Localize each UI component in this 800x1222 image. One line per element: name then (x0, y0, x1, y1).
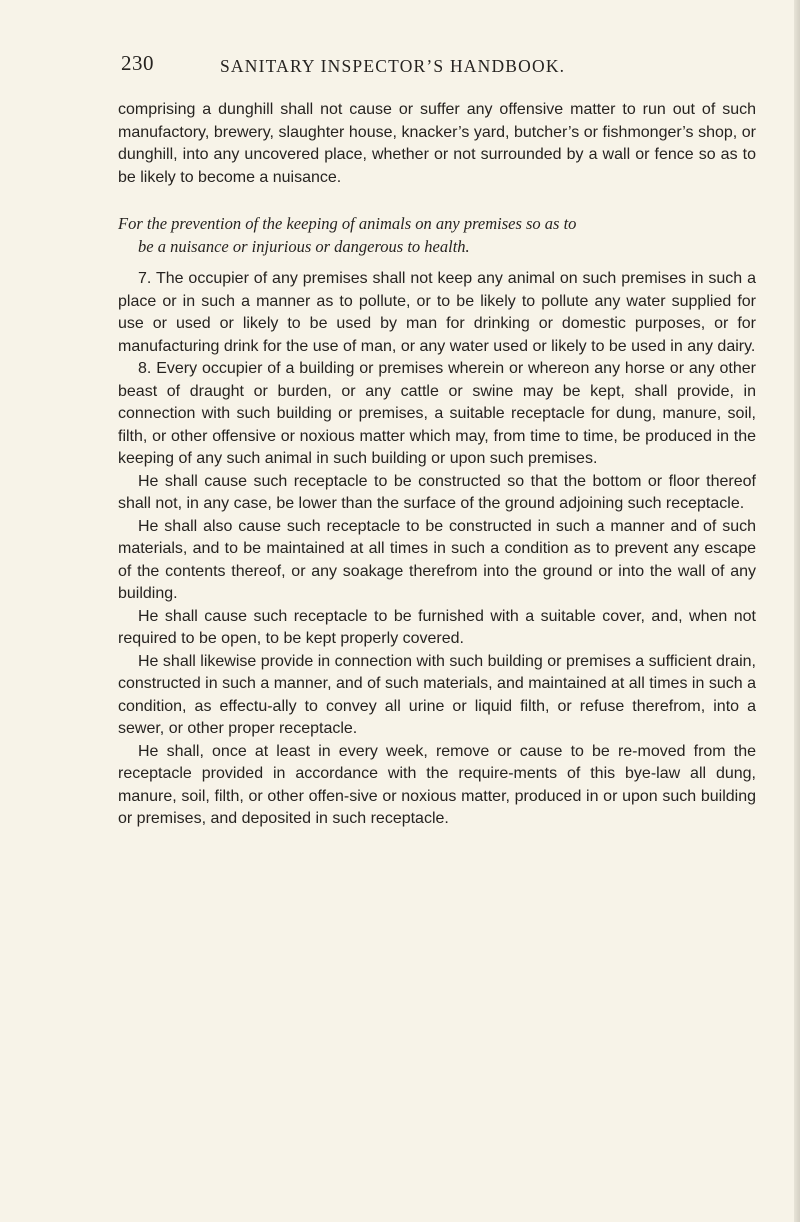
section-heading (118, 213, 756, 258)
paragraph-receptacle-materials: He shall also cause such receptacle to be constructed in such a manner and of such materials, and to be maintained at all times in such a condition as to prevent any escape of the contents thereof, or any soakage therefrom into the ground or into the wall of any building. (118, 517, 756, 602)
page-number: 230 (121, 51, 154, 75)
running-title: SANITARY INSPECTOR’S HANDBOOK. (220, 56, 566, 76)
page-edge (794, 0, 800, 1222)
section-heading-line-2: be a nuisance or injurious or dangerous to health. (138, 236, 470, 256)
paragraph-weekly-removal: He shall, once at least in every week, remove or cause to be re-moved from the receptacle provided in accordance with the require-ments of this bye-law all dung, manure, soil, filth, or other offen-sive or noxious matter, produced in or upon such building or premises, and deposited in such receptacle. (118, 742, 756, 827)
paragraph-receptacle-cover: He shall cause such receptacle to be furnished with a suitable cover, and, when not required to be open, to be kept properly covered. (118, 607, 756, 647)
paragraph-continuation: comprising a dunghill shall not cause or suffer any offensive matter to run out of such manufactory, brewery, slaughter house, knacker’s yard, butcher’s or fishmonger’s shop, or dunghill, into any uncovered place, whether or not surrounded by a wall or fence so as to be likely to become a nuisance. (118, 101, 756, 186)
paragraph-7: 7. The occupier of any premises shall not keep any animal on such premises in such a place or in such a manner as to pollute, or to be likely to pollute any water supplied for use or used or likely to be used by man for drinking or domestic purposes, or for manufacturing drink for the use of man, or any water used or likely to be used in any dairy. (118, 270, 756, 355)
paragraph-8: 8. Every occupier of a building or premises wherein or whereon any horse or any other beast of draught or burden, or any cattle or swine may be kept, shall provide, in connection with such building or premises, a suitable receptacle for dung, manure, soil, filth, or other offensive or noxious matter which may, from time to time, be produced in the keeping of any such animal in such building or upon such premises. (118, 360, 756, 467)
book-page (118, 52, 756, 831)
paragraph-receptacle-bottom: He shall cause such receptacle to be constructed so that the bottom or floor thereof shall not, in any case, be lower than the surface of the ground adjoining such receptacle. (118, 472, 756, 512)
page-header (118, 52, 756, 92)
paragraph-drain: He shall likewise provide in connection with such building or premises a sufficient drain, constructed in such a manner, and of such materials, and maintained at all times in such a condition, as effectu-ally to convey all urine or liquid filth, or refuse therefrom, into a sewer, or other proper receptacle. (118, 652, 756, 737)
section-heading-line-1: For the prevention of the keeping of animals on any premises so as to (118, 214, 577, 233)
